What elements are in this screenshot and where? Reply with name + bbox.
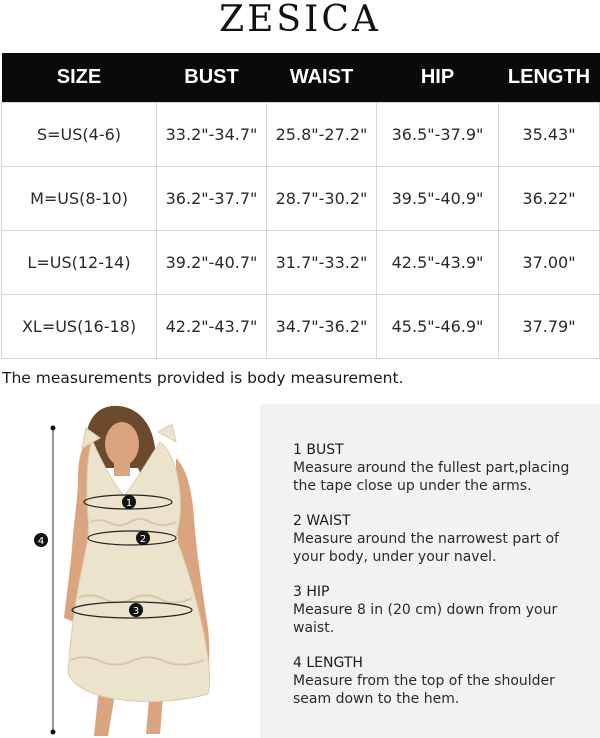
- marker-hip: [129, 603, 143, 617]
- step-title: 1 BUST: [293, 442, 344, 458]
- cell-bust: 33.2"-34.7": [157, 103, 267, 167]
- step-title: 4 LENGTH: [293, 655, 363, 671]
- header-bust: BUST: [157, 53, 267, 103]
- marker-hip-label: 3: [132, 606, 140, 617]
- table-header-row: [2, 53, 600, 103]
- dress-model-illustration: [20, 398, 245, 738]
- cell-waist: 34.7"-36.2": [267, 295, 377, 359]
- marker-waist: [136, 531, 150, 545]
- step-desc-line: Measure 8 in (20 cm) down from your: [293, 602, 558, 618]
- face-shape: [105, 422, 139, 466]
- step-title: 3 HIP: [293, 584, 330, 600]
- length-guide-cap: [51, 426, 56, 431]
- cell-hip: 36.5"-37.9": [377, 103, 499, 167]
- cell-length: 36.22": [499, 167, 600, 231]
- size-chart-table: [1, 53, 600, 359]
- length-guide-cap: [51, 730, 56, 735]
- marker-length: [34, 533, 48, 547]
- table-row: [2, 103, 600, 167]
- brand-logo: ZESICA: [219, 0, 381, 40]
- table-row: [2, 231, 600, 295]
- header-hip: HIP: [377, 53, 499, 103]
- table-row: [2, 295, 600, 359]
- step-desc-line: Measure around the narrowest part of: [293, 531, 559, 547]
- header-length: LENGTH: [499, 53, 600, 103]
- cell-size: S=US(4-6): [2, 103, 157, 167]
- step-desc-line: waist.: [293, 620, 335, 636]
- step-bust: [293, 442, 583, 495]
- tie-right: [158, 424, 176, 442]
- cell-hip: 45.5"-46.9": [377, 295, 499, 359]
- marker-waist-label: 2: [139, 534, 147, 545]
- table-row: [2, 167, 600, 231]
- cell-bust: 42.2"-43.7": [157, 295, 267, 359]
- header-size: SIZE: [2, 53, 157, 103]
- step-desc-line: Measure around the fullest part,placing: [293, 460, 570, 476]
- step-waist: [293, 513, 583, 566]
- cell-length: 37.79": [499, 295, 600, 359]
- cell-waist: 25.8"-27.2": [267, 103, 377, 167]
- cell-size: XL=US(16-18): [2, 295, 157, 359]
- cell-length: 35.43": [499, 103, 600, 167]
- cell-hip: 42.5"-43.9": [377, 231, 499, 295]
- cell-waist: 28.7"-30.2": [267, 167, 377, 231]
- cell-size: L=US(12-14): [2, 231, 157, 295]
- marker-bust-label: 1: [125, 498, 133, 509]
- header-waist: WAIST: [267, 53, 377, 103]
- step-desc-line: your body, under your navel.: [293, 549, 497, 565]
- marker-bust: [122, 495, 136, 509]
- step-desc-line: the tape close up under the arms.: [293, 478, 532, 494]
- step-hip: [293, 584, 583, 637]
- cell-bust: 36.2"-37.7": [157, 167, 267, 231]
- cell-length: 37.00": [499, 231, 600, 295]
- cell-hip: 39.5"-40.9": [377, 167, 499, 231]
- step-title: 2 WAIST: [293, 513, 351, 529]
- step-desc-line: seam down to the hem.: [293, 691, 460, 707]
- step-desc-line: Measure from the top of the shoulder: [293, 673, 555, 689]
- cell-size: M=US(8-10): [2, 167, 157, 231]
- cell-waist: 31.7"-33.2": [267, 231, 377, 295]
- measurement-note: The measurements provided is body measurement.: [2, 369, 404, 387]
- step-length: [293, 655, 583, 708]
- cell-bust: 39.2"-40.7": [157, 231, 267, 295]
- neck-shape: [114, 460, 130, 476]
- marker-length-label: 4: [37, 536, 45, 547]
